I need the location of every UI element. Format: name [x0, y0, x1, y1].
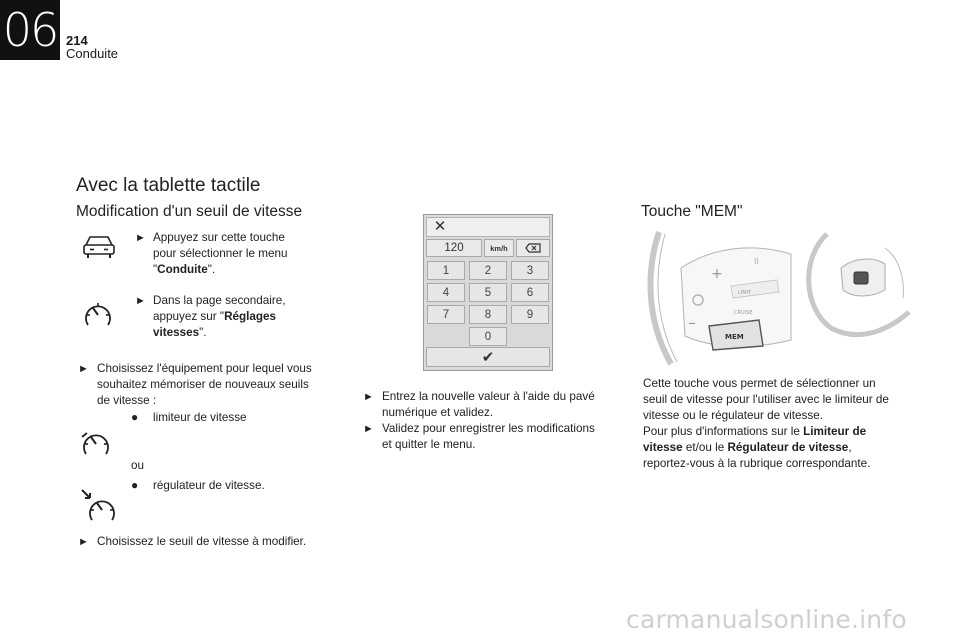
keypad-key: 7 — [427, 305, 465, 324]
keypad-key: 1 — [427, 261, 465, 280]
step1-text: Appuyez sur cette touche pour sélectionner le menu "Conduite". — [153, 231, 288, 276]
arrow-bullet-icon: ► — [363, 423, 374, 435]
middle-step1-text: Entrez la nouvelle valeur à l'aide du pavé numérique et validez. — [382, 390, 595, 419]
mem-description: Cette touche vous permet de sélectionner un seuil de vitesse pour l'utiliser avec le limiteur de vitesse ou le régulateur de vitesse. Pour plus d'informations sur le Limiteur de vitesse et/ou le Régulateur de vitesse, reportez-vous à la rubrique correspondante. — [643, 377, 889, 470]
svg-text:+: + — [711, 266, 723, 282]
svg-text:II: II — [754, 257, 759, 266]
arrow-bullet-icon: ► — [135, 295, 146, 307]
step4-text: Choisissez le seuil de vitesse à modifier. — [97, 535, 307, 548]
limit-label: LIMIT — [738, 290, 752, 296]
section-title: Conduite — [66, 46, 119, 61]
keypad-key: 5 — [469, 283, 507, 302]
arrow-bullet-icon: ► — [135, 232, 146, 244]
keypad-key: 9 — [511, 305, 549, 324]
mem-label: MEM — [725, 333, 744, 341]
arrow-bullet-icon: ► — [78, 363, 89, 375]
sub-heading: Modification d'un seuil de vitesse — [76, 203, 303, 220]
keypad-key: 3 — [511, 261, 549, 280]
keypad-key: 2 — [469, 261, 507, 280]
close-icon: ✕ — [433, 218, 447, 235]
arrow-bullet-icon: ► — [363, 391, 374, 403]
or-text: ou — [131, 459, 145, 472]
keypad-key: 6 — [511, 283, 549, 302]
cruise-control-icon — [80, 488, 120, 524]
watermark: carmanualsonline.info — [626, 605, 907, 634]
backspace-icon — [516, 239, 550, 257]
keypad-value: 120 — [426, 239, 482, 257]
speedometer-icon — [82, 298, 114, 330]
speed-limiter-icon — [80, 428, 112, 458]
mem-heading: Touche "MEM" — [641, 203, 743, 220]
arrow-bullet-icon: ► — [78, 536, 89, 548]
bullet-dot: ● — [131, 410, 139, 424]
middle-step2-text: Validez pour enregistrer les modifications et quitter le menu. — [382, 422, 595, 451]
step2-text: Dans la page secondaire, appuyez sur "Réglages vitesses". — [153, 294, 286, 339]
option1-text: limiteur de vitesse — [153, 411, 247, 424]
page-number: 214 — [66, 33, 88, 48]
keypad-value-row — [426, 239, 550, 257]
checkmark-icon: ✔ — [426, 347, 550, 367]
keypad-key: 8 — [469, 305, 507, 324]
keypad-key: 0 — [469, 327, 507, 346]
option2-text: régulateur de vitesse. — [153, 479, 265, 492]
keypad-unit: km/h — [484, 239, 514, 257]
cruise-label: CRUISE — [734, 310, 753, 316]
bullet-dot: ● — [131, 478, 139, 492]
speed-keypad-illustration — [423, 214, 553, 371]
steering-wheel-illustration — [641, 228, 911, 368]
main-heading: Avec la tablette tactile — [76, 175, 261, 196]
svg-text:–: – — [688, 313, 696, 332]
keypad-key: 4 — [427, 283, 465, 302]
chapter-tab: 06 — [0, 0, 60, 60]
car-front-icon — [82, 233, 116, 259]
step3-text: Choisissez l'équipement pour lequel vous souhaitez mémoriser de nouveaux seuils de vitesse : — [97, 362, 312, 407]
keypad-header — [426, 217, 550, 237]
